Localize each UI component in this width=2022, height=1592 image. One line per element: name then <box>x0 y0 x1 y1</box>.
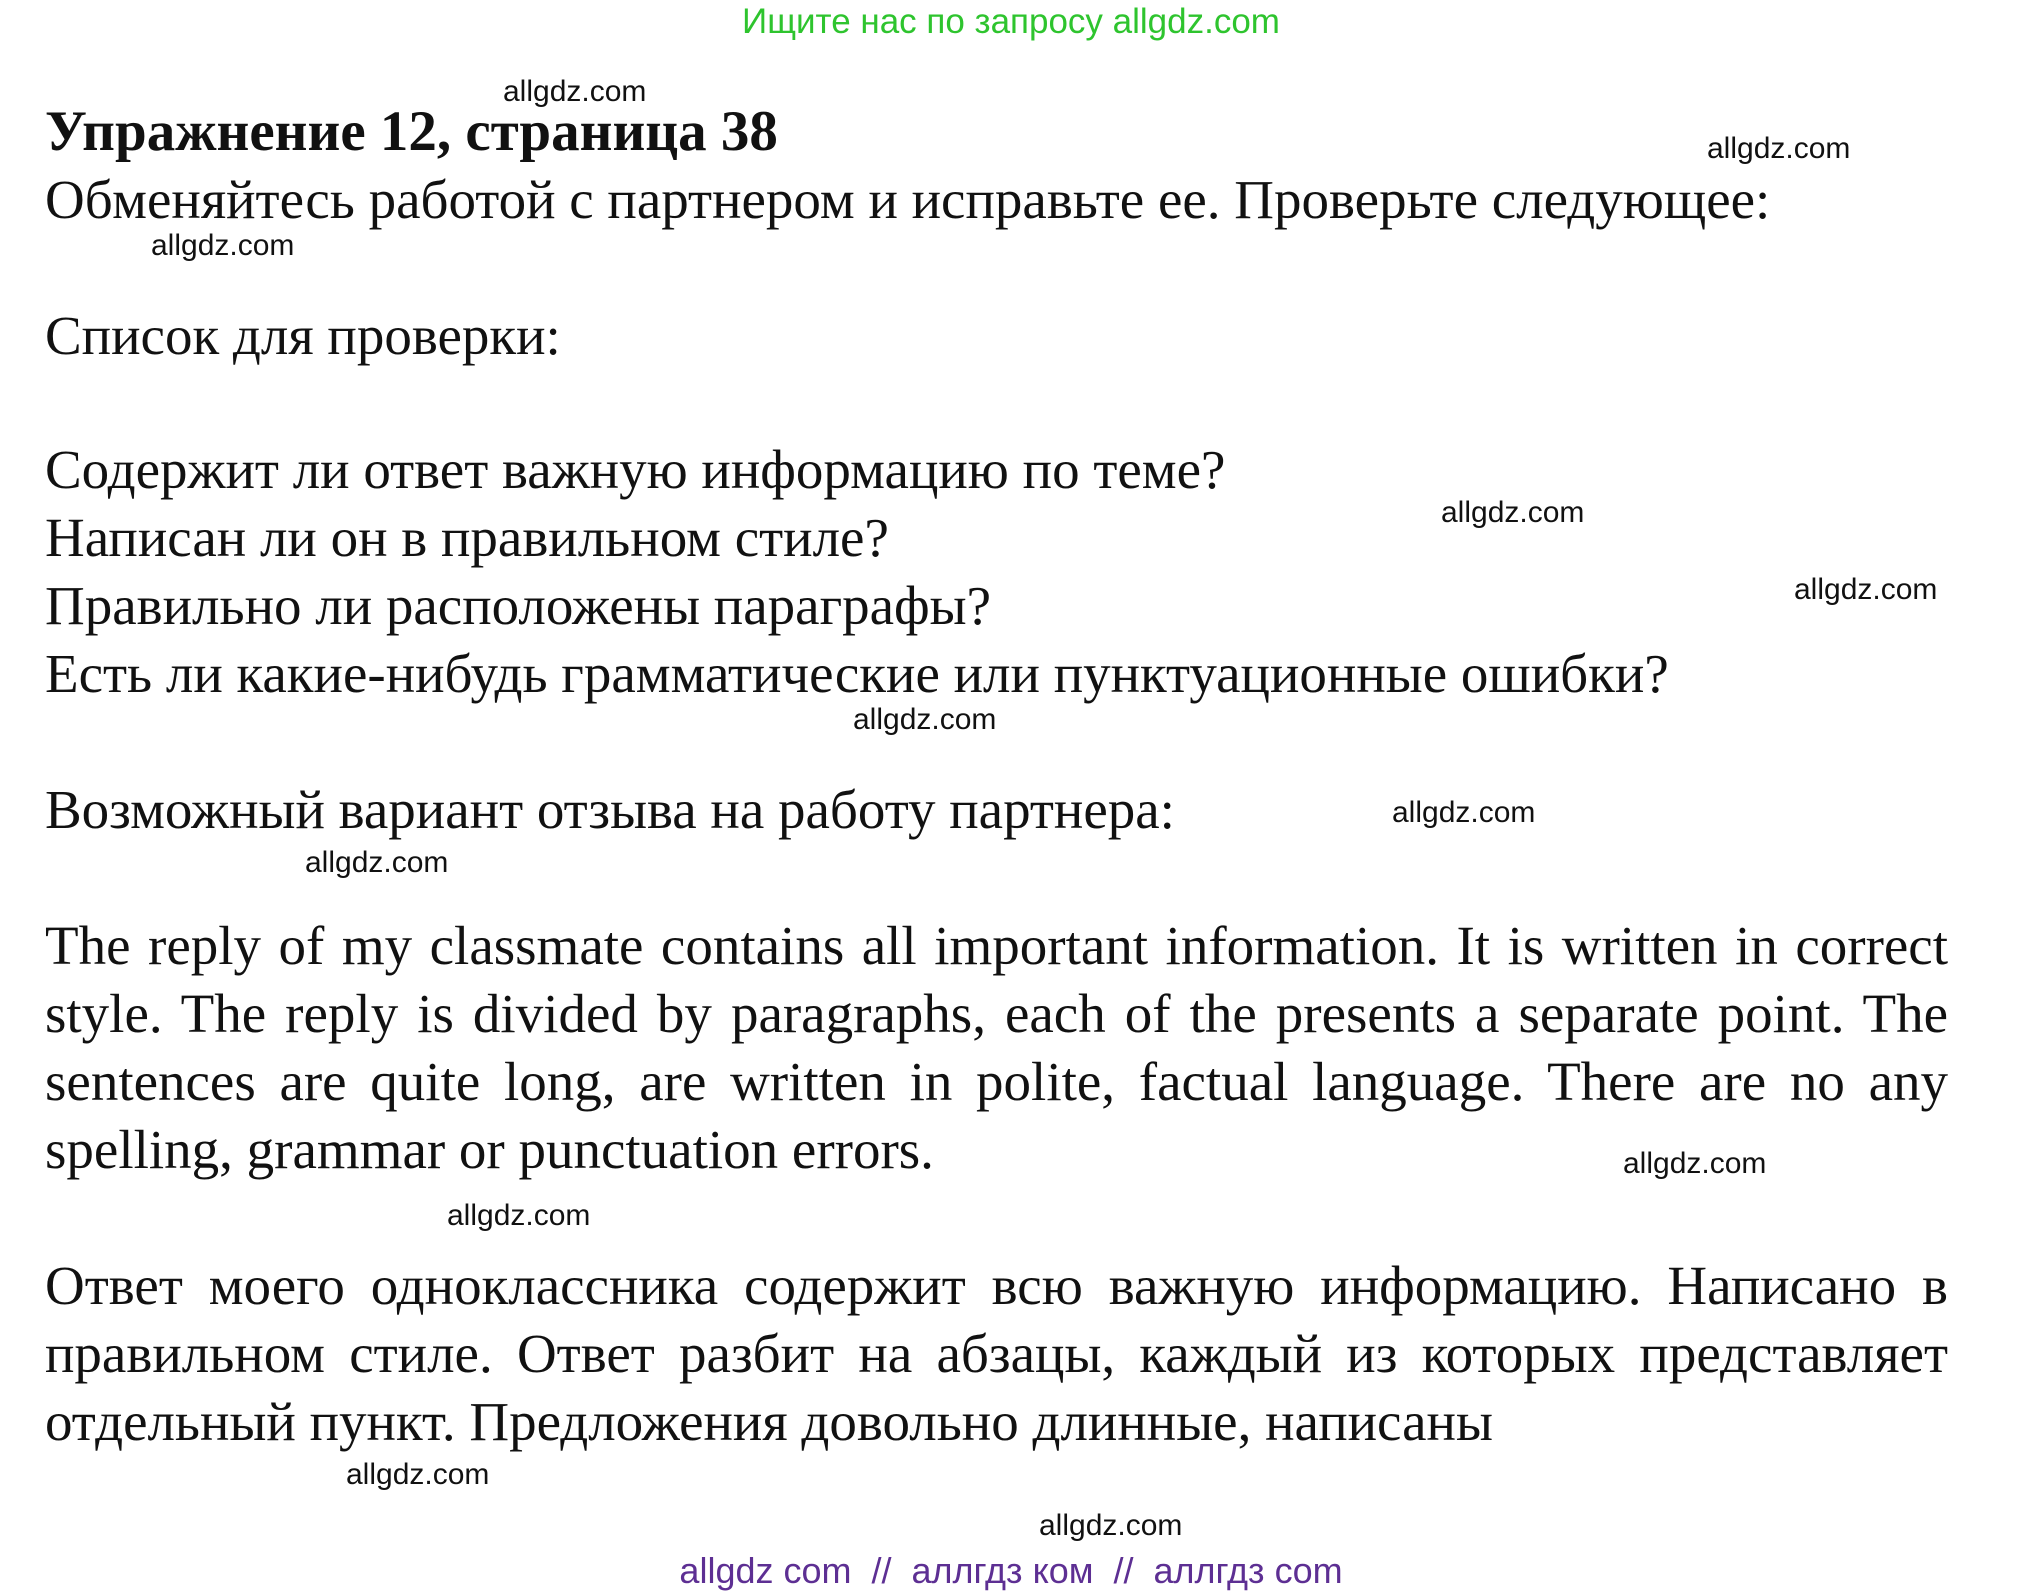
english-feedback-paragraph: The reply of my classmate contains all important information. It is written in correct style. The reply is divided by paragraphs, each of the presents a separate point. The sentences are quite long, are written in polite, factual language. There are no any spelling, grammar or punctuation errors. <box>45 915 1948 1180</box>
checklist-item: Содержит ли ответ важную информацию по теме? <box>45 439 1226 500</box>
watermark: allgdz.com <box>853 703 997 736</box>
watermark: allgdz.com <box>1794 573 1938 606</box>
watermark: allgdz.com <box>151 229 295 262</box>
footer-links: allgdz com // аллгдз ком // аллгдз com <box>679 1550 1343 1591</box>
checklist-item: Есть ли какие-нибудь грамматические или пунктуационные ошибки? <box>45 643 1669 704</box>
watermark: allgdz.com <box>305 846 449 879</box>
checklist-item: Правильно ли расположены параграфы? <box>45 575 992 636</box>
russian-feedback-paragraph: Ответ моего одноклассника содержит всю важную информацию. Написано в правильном стиле. Ответ разбит на абзацы, каждый из которых представляет отдельный пункт. Предложения довольно длинные, написаны <box>45 1255 1948 1452</box>
feedback-heading: Возможный вариант отзыва на работу партнера: <box>45 779 1175 840</box>
checklist-item: Написан ли он в правильном стиле? <box>45 507 889 568</box>
watermark: allgdz.com <box>1392 796 1536 829</box>
watermark: allgdz.com <box>1707 132 1851 165</box>
watermark: allgdz.com <box>503 75 647 108</box>
search-banner: Ищите нас по запросу allgdz.com <box>742 2 1280 41</box>
watermark: allgdz.com <box>1623 1147 1767 1180</box>
watermark: allgdz.com <box>1039 1509 1183 1542</box>
watermark: allgdz.com <box>1441 496 1585 529</box>
watermark: allgdz.com <box>447 1199 591 1232</box>
checklist-heading: Список для проверки: <box>45 305 561 366</box>
exercise-title: Упражнение 12, страница 38 <box>45 100 778 163</box>
watermark: allgdz.com <box>346 1458 490 1491</box>
instruction-text: Обменяйтесь работой с партнером и исправьте ее. Проверьте следующее: <box>45 169 1771 230</box>
